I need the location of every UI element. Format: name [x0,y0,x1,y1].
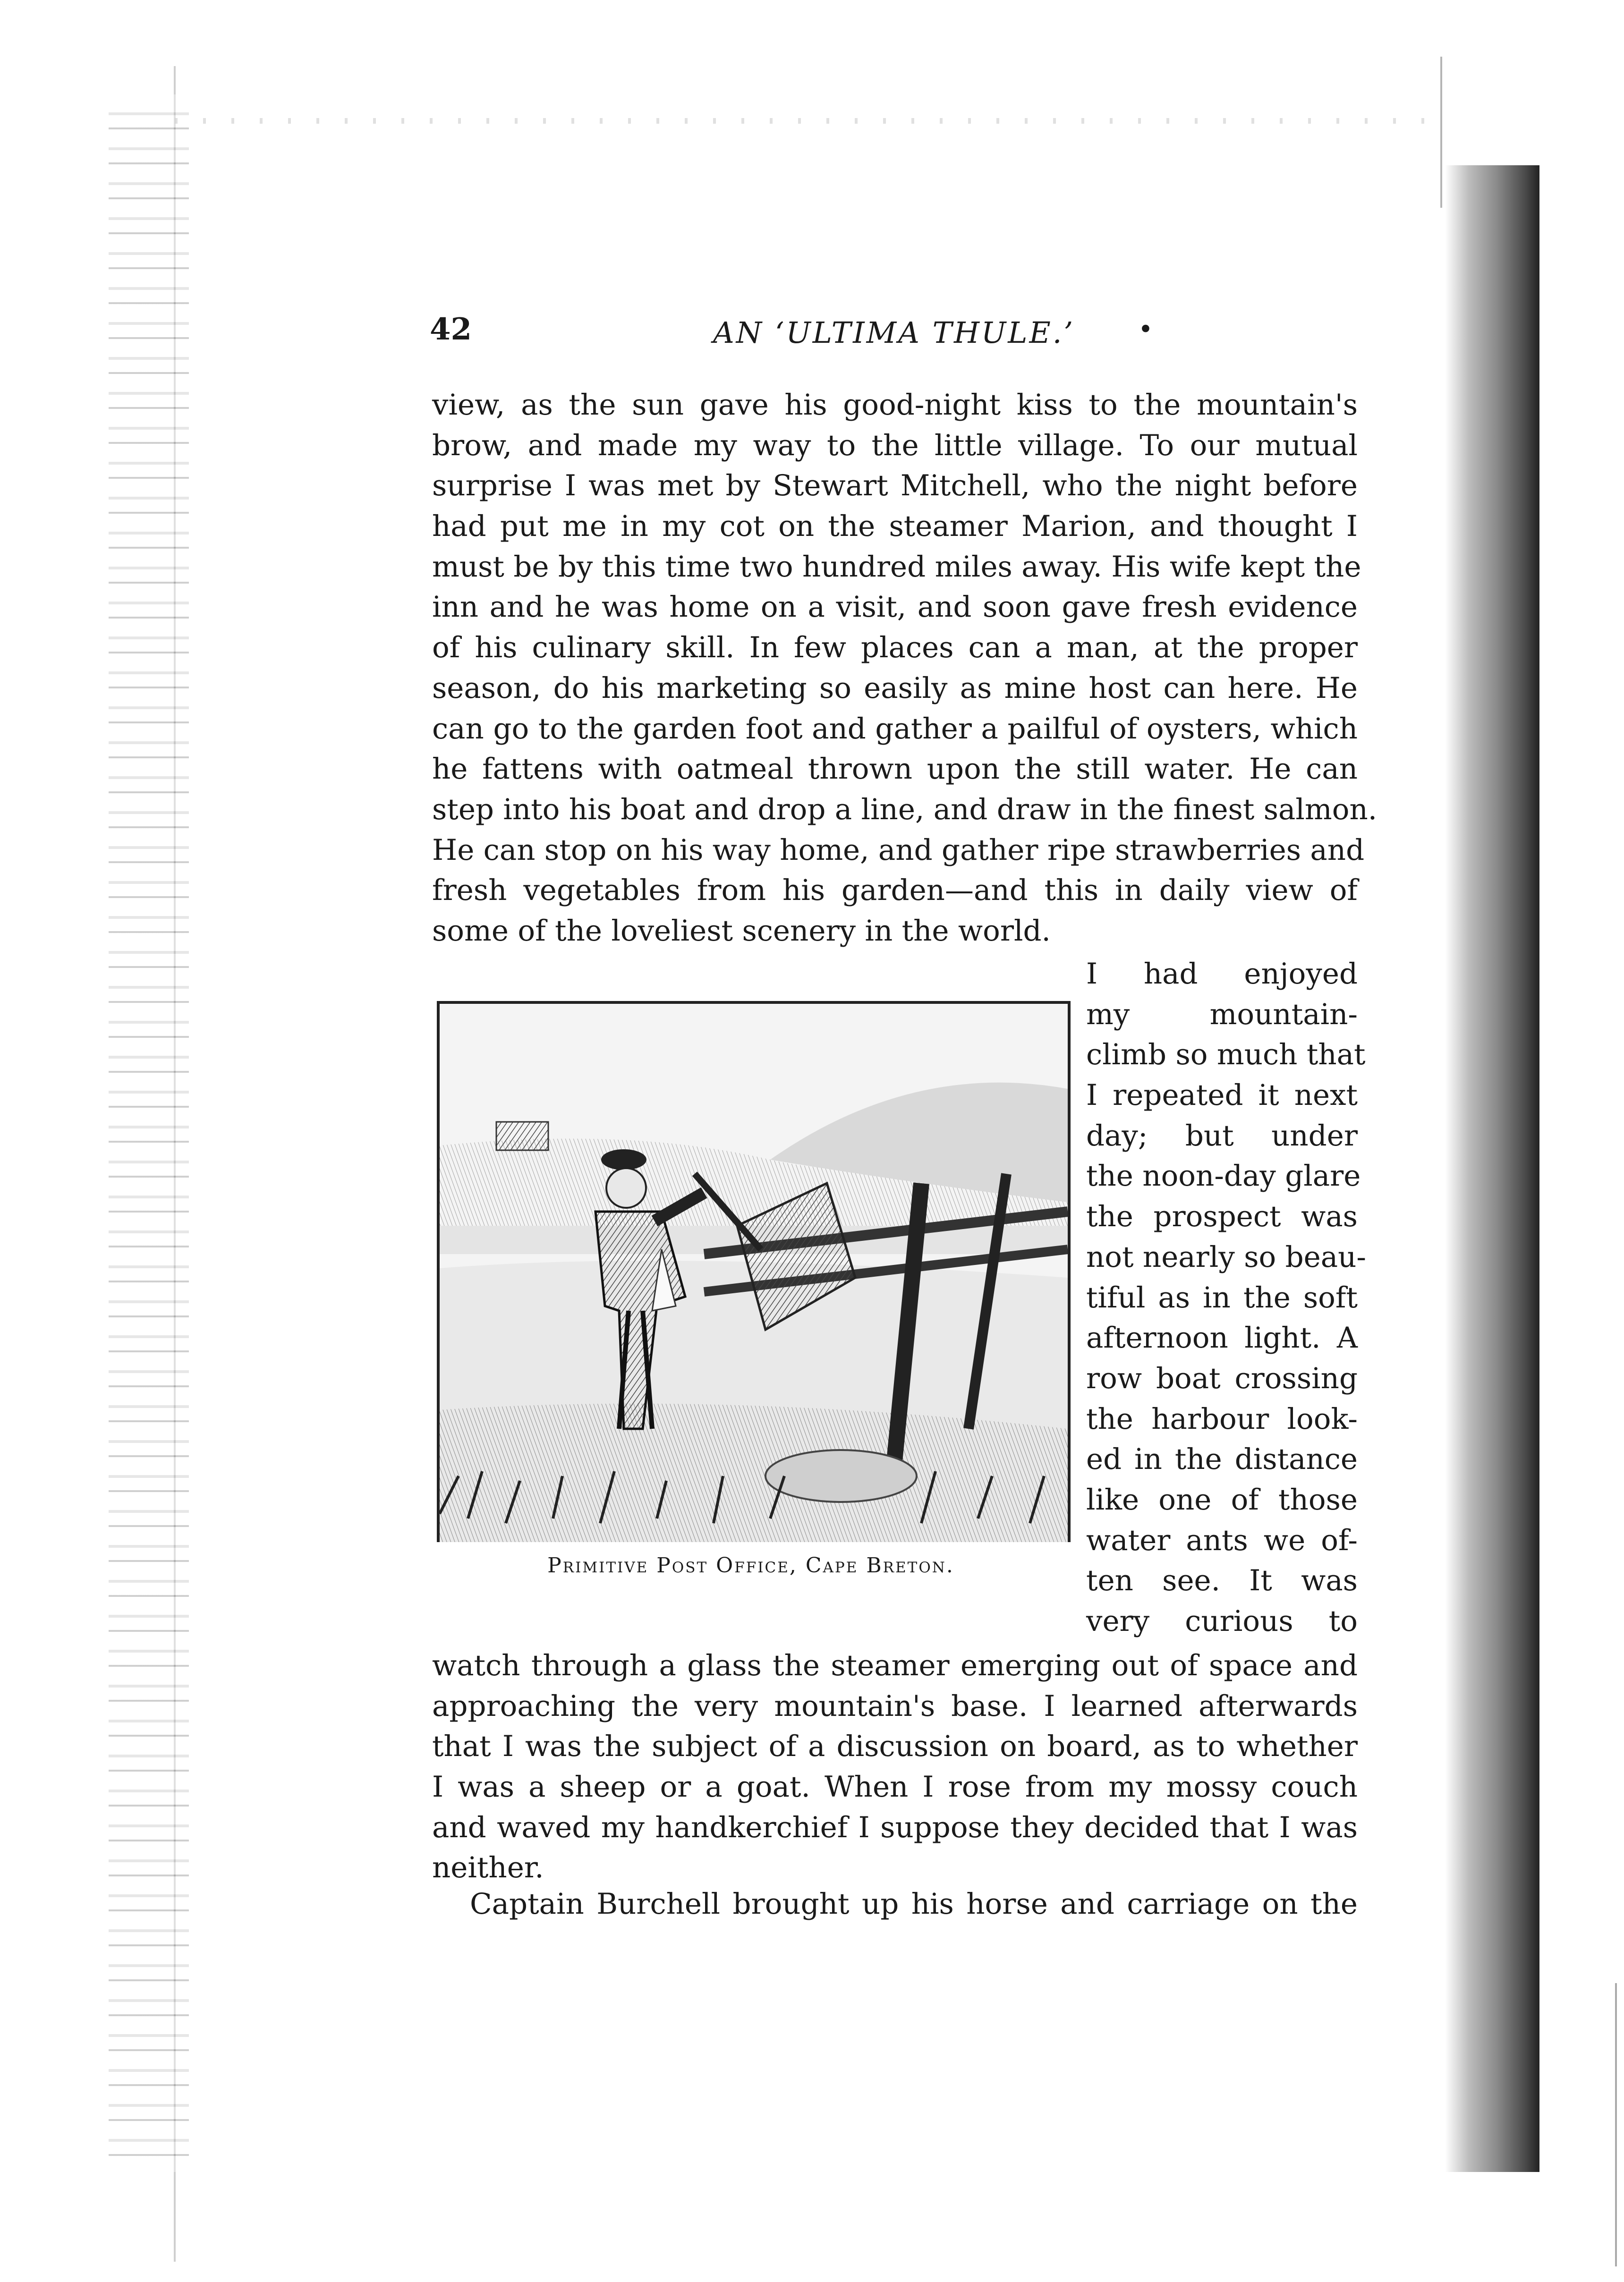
header-ornament: • [1138,314,1153,344]
text-line: neither. [432,1851,544,1885]
text-line: afternoon light. A [1086,1321,1358,1355]
scan-right-edge-shadow [1445,165,1539,2172]
side-column-text [1086,954,1367,1642]
text-line: very curious to [1086,1604,1358,1638]
text-line: row boat crossing [1086,1361,1358,1395]
text-line: I repeated it next [1086,1078,1358,1112]
figure-caption: Primitive Post Office, Cape Breton. [547,1553,954,1578]
text-line: view, as the sun gave his good-night kiss to the mountain's [432,388,1358,422]
scan-left-edge-shadow [109,94,189,2172]
text-line: tiful as in the soft [1086,1281,1358,1315]
page-header [430,312,1351,359]
text-line: day; but under [1086,1119,1358,1153]
text-line: I was a sheep or a goat. When I rose from my mossy couch [432,1770,1358,1804]
text-line: inn and he was home on a visit, and soon gave fresh evidence [432,590,1358,624]
top-paragraph [432,385,1377,951]
text-line: climb so much that [1086,1038,1366,1072]
text-line: He can stop on his way home, and gather ripe strawberries and [432,833,1365,867]
text-line: step into his boat and drop a line, and draw in the finest salmon. [432,792,1377,826]
text-line: I had enjoyed [1086,957,1358,991]
scan-top-speckle [175,118,1440,124]
text-line: brow, and made my way to the little village. To our mutual [432,428,1358,462]
text-line: he fattens with oatmeal thrown upon the still water. He can [432,752,1358,786]
text-line: must be by this time two hundred miles away. His wife kept the [432,550,1361,584]
text-line: ed in the distance [1086,1442,1358,1476]
text-line: had put me in my cot on the steamer Marion, and thought I [432,509,1358,543]
scan-right-rule [1440,57,1442,208]
scan-far-right-rule [1615,1983,1617,2266]
text-line: the prospect was [1086,1200,1358,1234]
text-line: some of the loveliest scenery in the world. [432,914,1051,948]
text-line: Captain Burchell brought up his horse and carriage on the [470,1887,1358,1921]
text-line: and waved my handkerchief I suppose they decided that I was [432,1810,1358,1844]
text-line: surprise I was met by Stewart Mitchell, who the night before [432,469,1358,503]
text-line: that I was the subject of a discussion on board, as to whether [432,1730,1358,1764]
text-line: season, do his marketing so easily as mine host can here. He [432,671,1358,705]
text-line: my mountain- [1086,997,1358,1031]
running-title: AN ‘ULTIMA THULE.’ [713,315,1075,350]
text-line: not nearly so beau- [1086,1240,1367,1274]
bottom-paragraph [432,1646,1358,1888]
text-line: of his culinary skill. In few places can a man, at the proper [432,631,1358,665]
post-office-illustration [437,1001,1071,1542]
text-line: approaching the very mountain's base. I learned afterwards [432,1689,1358,1723]
text-line: the noon-day glare [1086,1159,1361,1193]
page-number: 42 [430,312,472,347]
text-line: ten see. It was [1086,1564,1358,1598]
text-line: water ants we of- [1086,1523,1358,1557]
final-paragraph [432,1884,1358,1925]
text-line: watch through a glass the steamer emerging out of space and [432,1649,1358,1682]
text-line: fresh vegetables from his garden—and this in daily view of [432,874,1358,908]
text-line: the harbour look- [1086,1402,1358,1436]
text-line: can go to the garden foot and gather a pailful of oysters, which [432,712,1358,746]
text-line: like one of those [1086,1483,1358,1517]
